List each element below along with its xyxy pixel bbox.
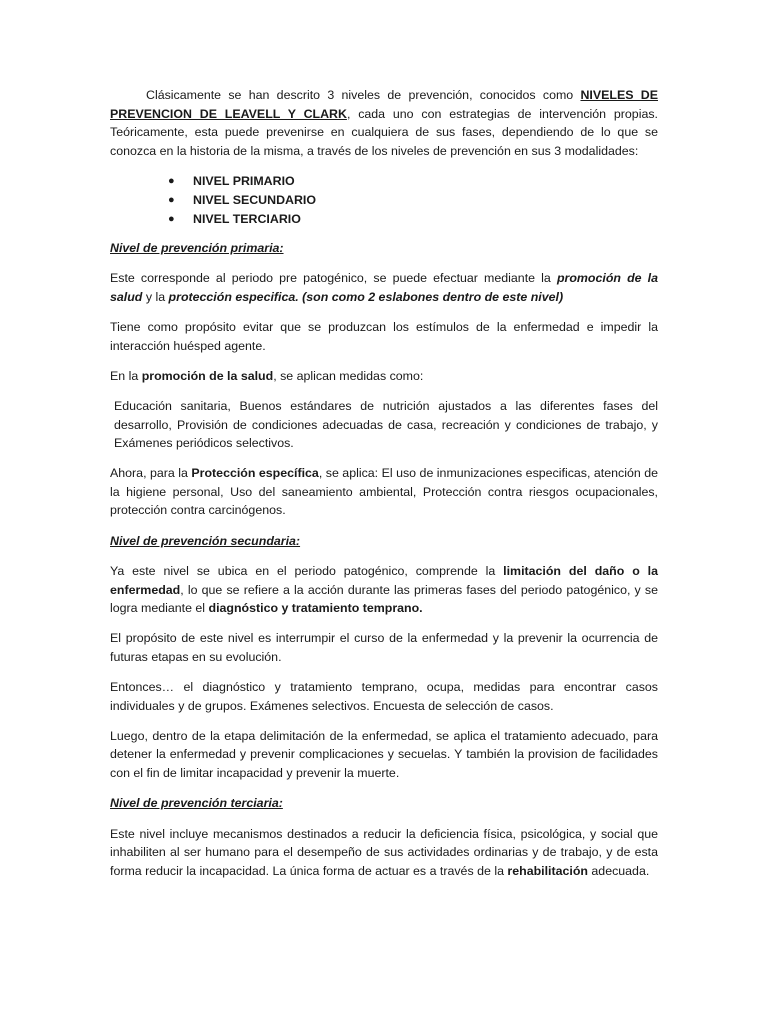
paragraph: Educación sanitaria, Buenos estándares de nutrición ajustados a las diferentes fases del desarrollo, Provisión de condiciones adecuadas de casa, recreación y condiciones de trabajo, y Exámenes periódicos selectivos. — [114, 398, 658, 451]
heading-prevencion-terciaria: Nivel de prevención terciaria: — [110, 796, 283, 811]
paragraph: Tiene como propósito evitar que se produzcan los estímulos de la enfermedad e impedir la interacción huésped agente. — [110, 320, 658, 353]
prevention-levels-list — [110, 172, 658, 229]
heading-prevencion-secundaria: Nivel de prevención secundaria: — [110, 533, 301, 548]
list-item: ● NIVEL TERCIARIO — [168, 210, 658, 229]
paragraph: Ahora, para la Protección específica, se aplica: El uso de inmunizaciones especificas, atención de la higiene personal, Uso del saneamiento ambiental, Protección contra riesgos ocupacionales, protección contra carcinógenos. — [110, 466, 659, 518]
paragraph: Este nivel incluye mecanismos destinados a reducir la deficiencia física, psicológica, y social que inhabiliten al ser humano para el desempeño de sus actividades ordinarias y de trabajo, y de esta forma reducir la incapacidad. La única forma de actuar es a través de la rehabilitación adecuada. — [110, 826, 658, 878]
paragraph: En la promoción de la salud, se aplican medidas como: — [110, 368, 424, 383]
heading-prevencion-primaria: Nivel de prevención primaria: — [110, 240, 284, 255]
bullet-icon: ● — [168, 193, 175, 206]
list-item: ● NIVEL SECUNDARIO — [168, 191, 658, 210]
paragraph: Ya este nivel se ubica en el periodo patogénico, comprende la limitación del daño o la enfermedad, lo que se refiere a la acción durante las primeras fases del periodo patogénico, y se logra mediante el diagnóstico y tratamiento temprano. — [110, 564, 658, 616]
leavell-clark-term: NIVELES DE PREVENCION DE LEAVELL Y CLARK — [110, 88, 658, 121]
paragraph: El propósito de este nivel es interrumpir el curso de la enfermedad y la prevenir la ocurrencia de futuras etapas en su evolución. — [110, 631, 658, 664]
bullet-icon: ● — [168, 212, 175, 225]
list-item: ● NIVEL PRIMARIO — [168, 172, 658, 191]
paragraph: Luego, dentro de la etapa delimitación de la enfermedad, se aplica el tratamiento adecuado, para detener la enfermedad y prevenir complicaciones y secuelas. Y también la provision de facilidades con el fin de limitar incapacidad y prevenir la muerte. — [110, 728, 658, 780]
paragraph: Entonces… el diagnóstico y tratamiento temprano, ocupa, medidas para encontrar casos individuales y de grupos. Exámenes selectivos. Encuesta de selección de casos. — [110, 680, 658, 713]
intro-paragraph: Clásicamente se han descrito 3 niveles de prevención, conocidos como NIVELES DE PREVENCION DE LEAVELL Y CLARK, cada uno con estrategias de intervención propias. Teóricamente, esta puede prevenirse en cualquiera de sus fases, dependiendo de lo que se conozca en la historia de la misma, a través de los niveles de prevención en sus 3 modalidades: — [110, 88, 658, 158]
bullet-icon: ● — [168, 174, 175, 187]
paragraph: Este corresponde al periodo pre patogénico, se puede efectuar mediante la promoción de la salud y la protección especifica. (son como 2 eslabones dentro de este nivel) — [110, 271, 658, 305]
